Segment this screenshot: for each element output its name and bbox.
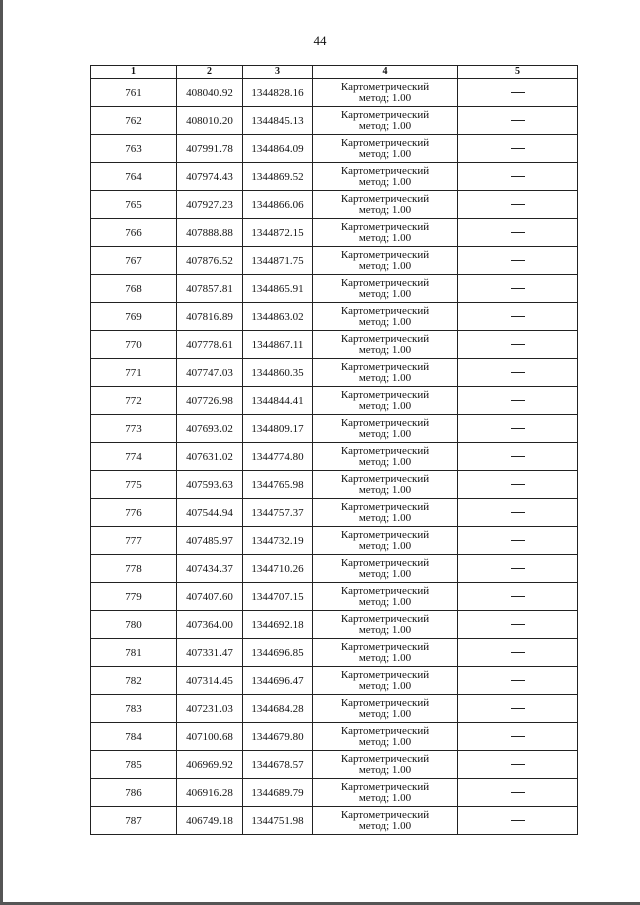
coordinate-y: 1344732.19: [243, 527, 313, 555]
method-line-2: метод; 1.00: [358, 147, 412, 160]
coordinate-x: 407857.81: [177, 275, 243, 303]
coordinate-x: 407726.98: [177, 387, 243, 415]
method-line-1: Картометрический: [340, 360, 430, 373]
method-line-2: метод; 1.00: [358, 595, 412, 608]
determination-method: [313, 219, 458, 247]
col5-cell: [458, 387, 578, 415]
point-number: 786: [91, 779, 177, 807]
point-number: 765: [91, 191, 177, 219]
scan-edge-left: [0, 0, 3, 905]
point-number: 766: [91, 219, 177, 247]
coordinate-y: 1344865.91: [243, 275, 313, 303]
point-number: 768: [91, 275, 177, 303]
method-line-2: метод; 1.00: [358, 511, 412, 524]
determination-method: [313, 695, 458, 723]
table-row: [91, 751, 578, 779]
col5-cell: [458, 247, 578, 275]
point-number: 763: [91, 135, 177, 163]
point-number: 761: [91, 79, 177, 107]
method-line-2: метод; 1.00: [358, 175, 412, 188]
dash-mark: [511, 624, 525, 625]
table-row: [91, 275, 578, 303]
method-line-2: метод; 1.00: [358, 651, 412, 664]
determination-method: [313, 387, 458, 415]
coordinate-x: 407876.52: [177, 247, 243, 275]
method-line-1: Картометрический: [340, 724, 430, 737]
table-row: [91, 499, 578, 527]
point-number: 769: [91, 303, 177, 331]
table-row: [91, 387, 578, 415]
method-line-1: Картометрический: [340, 248, 430, 261]
method-line-1: Картометрический: [340, 528, 430, 541]
dash-mark: [511, 540, 525, 541]
header-col-5: 5: [458, 66, 578, 79]
determination-method: [313, 79, 458, 107]
method-line-2: метод; 1.00: [358, 763, 412, 776]
method-line-2: метод; 1.00: [358, 231, 412, 244]
coordinate-x: 407314.45: [177, 667, 243, 695]
col5-cell: [458, 275, 578, 303]
header-col-2: 2: [177, 66, 243, 79]
coordinate-x: 407544.94: [177, 499, 243, 527]
method-line-2: метод; 1.00: [358, 343, 412, 356]
header-col-1: 1: [91, 66, 177, 79]
header-col-4: 4: [313, 66, 458, 79]
coordinate-x: 407100.68: [177, 723, 243, 751]
table-row: [91, 807, 578, 835]
header-col-3: 3: [243, 66, 313, 79]
table-row: [91, 471, 578, 499]
coordinate-y: 1344751.98: [243, 807, 313, 835]
point-number: 785: [91, 751, 177, 779]
coordinate-y: 1344871.75: [243, 247, 313, 275]
dash-mark: [511, 372, 525, 373]
dash-mark: [511, 652, 525, 653]
dash-mark: [511, 512, 525, 513]
col5-cell: [458, 555, 578, 583]
dash-mark: [511, 120, 525, 121]
page-number: 44: [313, 33, 327, 48]
coordinate-y: 1344844.41: [243, 387, 313, 415]
coordinate-x: 407364.00: [177, 611, 243, 639]
point-number: 762: [91, 107, 177, 135]
col5-cell: [458, 135, 578, 163]
dash-mark: [511, 260, 525, 261]
method-line-1: Картометрический: [340, 752, 430, 765]
method-line-2: метод; 1.00: [358, 707, 412, 720]
method-line-2: метод; 1.00: [358, 287, 412, 300]
determination-method: [313, 107, 458, 135]
coordinate-y: 1344863.02: [243, 303, 313, 331]
table-header-row: [91, 66, 578, 79]
determination-method: [313, 415, 458, 443]
method-line-1: Картометрический: [340, 640, 430, 653]
point-number: 779: [91, 583, 177, 611]
determination-method: [313, 331, 458, 359]
coordinate-y: 1344845.13: [243, 107, 313, 135]
col5-cell: [458, 303, 578, 331]
method-line-1: Картометрический: [340, 304, 430, 317]
coordinate-x: 407231.03: [177, 695, 243, 723]
col5-cell: [458, 331, 578, 359]
table-row: [91, 695, 578, 723]
determination-method: [313, 583, 458, 611]
table-row: [91, 583, 578, 611]
table-row: [91, 667, 578, 695]
col5-cell: [458, 79, 578, 107]
dash-mark: [511, 736, 525, 737]
dash-mark: [511, 92, 525, 93]
coordinate-x: 407747.03: [177, 359, 243, 387]
coordinate-x: 406916.28: [177, 779, 243, 807]
point-number: 781: [91, 639, 177, 667]
col5-cell: [458, 611, 578, 639]
dash-mark: [511, 820, 525, 821]
table-row: [91, 303, 578, 331]
determination-method: [313, 555, 458, 583]
coordinate-x: 407991.78: [177, 135, 243, 163]
col5-cell: [458, 219, 578, 247]
method-line-1: Картометрический: [340, 500, 430, 513]
determination-method: [313, 639, 458, 667]
determination-method: [313, 471, 458, 499]
table-row: [91, 359, 578, 387]
table-row: [91, 639, 578, 667]
coordinate-y: 1344765.98: [243, 471, 313, 499]
method-line-2: метод; 1.00: [358, 203, 412, 216]
col5-cell: [458, 723, 578, 751]
dash-mark: [511, 232, 525, 233]
method-line-1: Картометрический: [340, 80, 430, 93]
method-line-1: Картометрический: [340, 808, 430, 821]
point-number: 787: [91, 807, 177, 835]
coordinate-y: 1344678.57: [243, 751, 313, 779]
col5-cell: [458, 527, 578, 555]
table-body: [91, 79, 578, 835]
table-row: [91, 611, 578, 639]
coordinate-y: 1344679.80: [243, 723, 313, 751]
point-number: 776: [91, 499, 177, 527]
dash-mark: [511, 596, 525, 597]
determination-method: [313, 807, 458, 835]
col5-cell: [458, 163, 578, 191]
coordinate-y: 1344828.16: [243, 79, 313, 107]
point-number: 778: [91, 555, 177, 583]
table-row: [91, 415, 578, 443]
determination-method: [313, 779, 458, 807]
method-line-1: Картометрический: [340, 220, 430, 233]
method-line-2: метод; 1.00: [358, 567, 412, 580]
coordinate-y: 1344689.79: [243, 779, 313, 807]
col5-cell: [458, 471, 578, 499]
coordinate-y: 1344757.37: [243, 499, 313, 527]
table-row: [91, 107, 578, 135]
coordinate-x: 407434.37: [177, 555, 243, 583]
table-row: [91, 779, 578, 807]
coordinate-y: 1344710.26: [243, 555, 313, 583]
method-line-2: метод; 1.00: [358, 735, 412, 748]
col5-cell: [458, 191, 578, 219]
table-row: [91, 219, 578, 247]
coordinate-x: 407974.43: [177, 163, 243, 191]
col5-cell: [458, 415, 578, 443]
point-number: 783: [91, 695, 177, 723]
point-number: 764: [91, 163, 177, 191]
method-line-2: метод; 1.00: [358, 399, 412, 412]
method-line-2: метод; 1.00: [358, 91, 412, 104]
coordinate-y: 1344809.17: [243, 415, 313, 443]
determination-method: [313, 359, 458, 387]
col5-cell: [458, 695, 578, 723]
coordinate-y: 1344696.85: [243, 639, 313, 667]
dash-mark: [511, 568, 525, 569]
method-line-2: метод; 1.00: [358, 819, 412, 832]
point-number: 775: [91, 471, 177, 499]
coordinate-x: 406749.18: [177, 807, 243, 835]
dash-mark: [511, 792, 525, 793]
method-line-2: метод; 1.00: [358, 259, 412, 272]
coordinate-y: 1344696.47: [243, 667, 313, 695]
method-line-2: метод; 1.00: [358, 315, 412, 328]
dash-mark: [511, 204, 525, 205]
coordinate-y: 1344867.11: [243, 331, 313, 359]
method-line-1: Картометрический: [340, 780, 430, 793]
dash-mark: [511, 288, 525, 289]
coordinate-y: 1344864.09: [243, 135, 313, 163]
method-line-1: Картометрический: [340, 192, 430, 205]
method-line-1: Картометрический: [340, 696, 430, 709]
determination-method: [313, 527, 458, 555]
determination-method: [313, 443, 458, 471]
col5-cell: [458, 107, 578, 135]
point-number: 770: [91, 331, 177, 359]
determination-method: [313, 611, 458, 639]
point-number: 784: [91, 723, 177, 751]
method-line-2: метод; 1.00: [358, 539, 412, 552]
coordinate-y: 1344774.80: [243, 443, 313, 471]
point-number: 767: [91, 247, 177, 275]
point-number: 777: [91, 527, 177, 555]
method-line-1: Картометрический: [340, 388, 430, 401]
coordinate-x: 407631.02: [177, 443, 243, 471]
dash-mark: [511, 400, 525, 401]
method-line-1: Картометрический: [340, 416, 430, 429]
coordinate-y: 1344869.52: [243, 163, 313, 191]
method-line-1: Картометрический: [340, 472, 430, 485]
method-line-2: метод; 1.00: [358, 679, 412, 692]
coordinate-y: 1344684.28: [243, 695, 313, 723]
point-number: 774: [91, 443, 177, 471]
determination-method: [313, 247, 458, 275]
table-row: [91, 79, 578, 107]
col5-cell: [458, 807, 578, 835]
method-line-2: метод; 1.00: [358, 371, 412, 384]
determination-method: [313, 751, 458, 779]
determination-method: [313, 723, 458, 751]
coordinate-y: 1344707.15: [243, 583, 313, 611]
col5-cell: [458, 751, 578, 779]
col5-cell: [458, 443, 578, 471]
table-row: [91, 191, 578, 219]
coordinate-x: 407778.61: [177, 331, 243, 359]
method-line-1: Картометрический: [340, 612, 430, 625]
method-line-1: Картометрический: [340, 556, 430, 569]
coordinate-x: 408010.20: [177, 107, 243, 135]
col5-cell: [458, 499, 578, 527]
method-line-1: Картометрический: [340, 108, 430, 121]
method-line-2: метод; 1.00: [358, 427, 412, 440]
col5-cell: [458, 779, 578, 807]
col5-cell: [458, 583, 578, 611]
dash-mark: [511, 316, 525, 317]
table-row: [91, 527, 578, 555]
dash-mark: [511, 680, 525, 681]
dash-mark: [511, 344, 525, 345]
determination-method: [313, 163, 458, 191]
determination-method: [313, 135, 458, 163]
dash-mark: [511, 148, 525, 149]
coordinate-y: 1344866.06: [243, 191, 313, 219]
coordinate-y: 1344872.15: [243, 219, 313, 247]
method-line-1: Картометрический: [340, 164, 430, 177]
method-line-2: метод; 1.00: [358, 483, 412, 496]
coordinate-x: 407888.88: [177, 219, 243, 247]
dash-mark: [511, 764, 525, 765]
table-row: [91, 555, 578, 583]
method-line-2: метод; 1.00: [358, 791, 412, 804]
method-line-1: Картометрический: [340, 136, 430, 149]
point-number: 773: [91, 415, 177, 443]
dash-mark: [511, 456, 525, 457]
col5-cell: [458, 359, 578, 387]
method-line-1: Картометрический: [340, 276, 430, 289]
table-row: [91, 135, 578, 163]
method-line-1: Картометрический: [340, 332, 430, 345]
determination-method: [313, 499, 458, 527]
point-number: 772: [91, 387, 177, 415]
col5-cell: [458, 667, 578, 695]
table-row: [91, 247, 578, 275]
method-line-2: метод; 1.00: [358, 119, 412, 132]
coordinate-x: 406969.92: [177, 751, 243, 779]
method-line-1: Картометрический: [340, 584, 430, 597]
coordinate-x: 407927.23: [177, 191, 243, 219]
coordinate-y: 1344860.35: [243, 359, 313, 387]
dash-mark: [511, 484, 525, 485]
coordinate-x: 407816.89: [177, 303, 243, 331]
point-number: 780: [91, 611, 177, 639]
table-row: [91, 163, 578, 191]
determination-method: [313, 191, 458, 219]
col5-cell: [458, 639, 578, 667]
method-line-2: метод; 1.00: [358, 623, 412, 636]
table-row: [91, 331, 578, 359]
coordinate-x: 407485.97: [177, 527, 243, 555]
point-number: 782: [91, 667, 177, 695]
dash-mark: [511, 428, 525, 429]
table-row: [91, 443, 578, 471]
coordinates-table: [90, 65, 578, 835]
determination-method: [313, 303, 458, 331]
method-line-1: Картометрический: [340, 668, 430, 681]
coordinate-x: 407407.60: [177, 583, 243, 611]
coordinate-x: 407593.63: [177, 471, 243, 499]
coordinate-x: 407331.47: [177, 639, 243, 667]
table-row: [91, 723, 578, 751]
coordinate-x: 407693.02: [177, 415, 243, 443]
method-line-1: Картометрический: [340, 444, 430, 457]
point-number: 771: [91, 359, 177, 387]
dash-mark: [511, 708, 525, 709]
method-line-2: метод; 1.00: [358, 455, 412, 468]
coordinate-x: 408040.92: [177, 79, 243, 107]
determination-method: [313, 667, 458, 695]
dash-mark: [511, 176, 525, 177]
determination-method: [313, 275, 458, 303]
coordinate-y: 1344692.18: [243, 611, 313, 639]
